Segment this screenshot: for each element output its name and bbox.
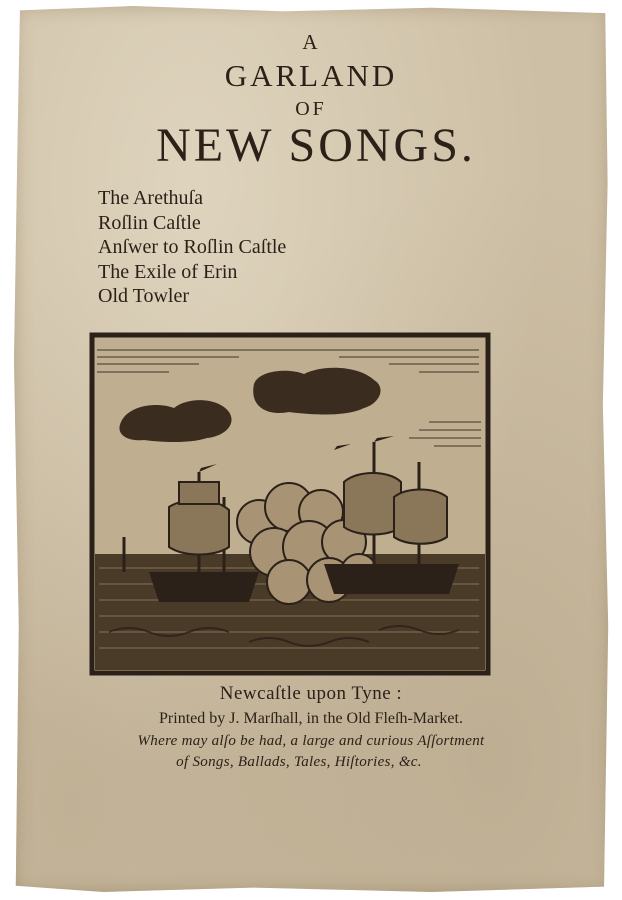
song-list	[98, 186, 286, 309]
song-item: Anſwer to Roſlin Caſtle	[98, 236, 287, 258]
cloud-shape	[253, 368, 380, 415]
song-item: The Arethuſa	[98, 187, 203, 209]
song-item: The Exile of Erin	[98, 260, 238, 283]
ship-battle-woodcut	[89, 332, 491, 676]
title-new-songs: NEW SONGS.	[156, 119, 476, 172]
title-garland: GARLAND	[224, 58, 398, 93]
imprint-place: Newcaſtle upon Tyne :	[219, 683, 403, 704]
woodcut-illustration	[89, 332, 491, 676]
song-item: Old Towler	[98, 285, 189, 307]
title-of: OF	[295, 98, 327, 120]
title-article: A	[302, 30, 320, 54]
imprint-note-line1: Where may alſo be had, a large and curious Aſſortment	[137, 733, 485, 749]
imprint-printer: Printed by J. Marſhall, in the Old Fleſh-Market.	[159, 710, 463, 727]
song-item: Roſlin Caſtle	[98, 211, 201, 234]
imprint-note-line2: of Songs, Ballads, Tales, Hiſtories, &c.	[176, 754, 422, 770]
